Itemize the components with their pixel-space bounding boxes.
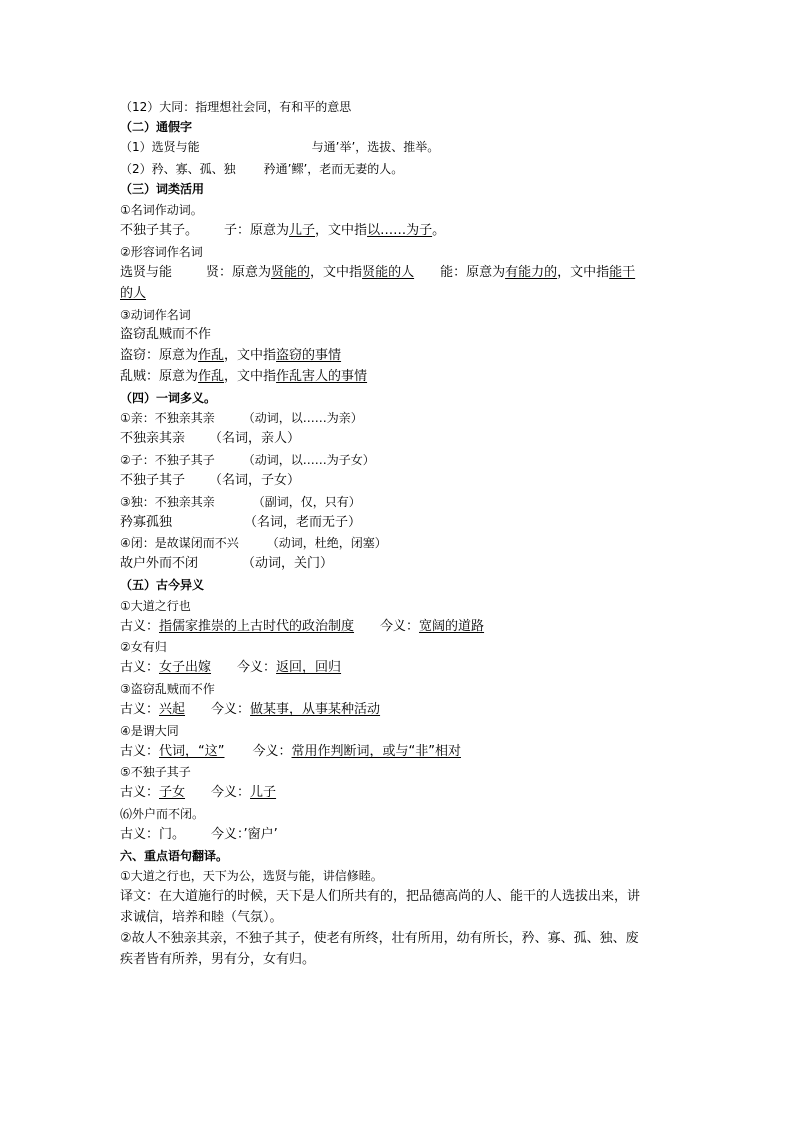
polysemy-du-1: ③独：不独亲其亲 （副词，仅，只有） [120, 495, 361, 509]
polysemy-zi-2: 不独子其子 （名词，子女） [120, 473, 301, 488]
gujin-item-3: ③盗窃乱贼而不作 [120, 682, 215, 696]
gujin-item-6-meaning: 古义：门。 今义：’窗户’ [120, 827, 278, 842]
section-heading-gujinyiyi: （五）古今异义 [120, 578, 205, 592]
gujin-item-5: ⑤不独子其子 [120, 765, 191, 779]
gujin-item-2: ②女有归 [120, 640, 167, 654]
gujin-item-2-meaning: 古义：女子出嫁 今义：返回，回归 [120, 660, 342, 675]
verb-as-noun-luanzei: 乱贼：原意为作乱，文中指作乱害人的事情 [120, 369, 368, 384]
polysemy-du-2: 矜寡孤独 （名词，老而无子） [120, 515, 362, 530]
definition-line: （12）大同：指理想社会同，有和平的意思 [120, 100, 352, 114]
polysemy-bi-1: ④闭：是故谋闭而不兴 （动词，杜绝，闭塞） [120, 536, 387, 550]
section-heading-translation: 六、重点语句翻译。 [120, 849, 229, 863]
polysemy-qin-1: ①亲：不独亲其亲 （动词，以……为亲） [120, 411, 363, 425]
gujin-item-6: ⑹外户而不闭。 [120, 807, 205, 821]
polysemy-qin-2: 不独亲其亲 （名词，亲人） [120, 431, 301, 446]
gujin-item-1: ①大道之行也 [120, 599, 191, 613]
translation-text-line-2: 求诚信，培养和睦（气氛）。 [120, 910, 283, 925]
section-heading-cileihuoyong: （三）词类活用 [120, 182, 205, 196]
gujin-item-4-meaning: 古义：代词，“这” 今义：常用作判断词，或与“非”相对 [120, 744, 461, 759]
gujin-item-5-meaning: 古义：子女 今义：儿子 [120, 785, 277, 800]
verb-as-noun-sentence: 盗窃乱贼而不作 [120, 327, 212, 342]
polysemy-bi-2: 故户外而不闭 （动词，关门） [120, 556, 334, 571]
section-heading-yiciduoyi: （四）一词多义。 [120, 391, 217, 405]
polysemy-zi-1: ②子：不独子其子 （动词，以……为子女） [120, 453, 375, 467]
verb-as-noun-daoqie: 盗窃：原意为作乱，文中指盗窃的事情 [120, 348, 342, 363]
translation-sentence-2-line-1: ②故人不独亲其亲，不独子其子，使老有所终，壮有所用，幼有所长，矜、寡、孤、独、废 [120, 931, 639, 946]
translation-text-line-1: 译文：在大道施行的时候，天下是人们所共有的，把品德高尚的人、能干的人选拔出来，讲 [120, 889, 641, 904]
tongjiazi-line-2: （2）矜、寡、孤、独 矜通’鳏’，老而无妻的人。 [120, 162, 404, 176]
subheading-adj-as-noun: ②形容词作名词 [120, 245, 203, 259]
gujin-item-3-meaning: 古义：兴起 今义：做某事，从事某种活动 [120, 702, 381, 717]
adj-as-noun-example: 选贤与能 贤：原意为贤能的，文中指贤能的人 能：原意为有能力的，文中指能干 [120, 265, 636, 280]
adj-as-noun-continuation: 的人 [120, 286, 147, 301]
subheading-noun-as-verb: ①名词作动词。 [120, 203, 203, 217]
translation-sentence-1: ①大道之行也，天下为公，选贤与能，讲信修睦。 [120, 869, 383, 883]
section-heading-tongjiazi: （二）通假字 [120, 120, 193, 134]
translation-sentence-2-line-2: 疾者皆有所养，男有分，女有归。 [120, 952, 316, 967]
gujin-item-1-meaning: 古义：指儒家推崇的上古时代的政治制度 今义：宽阔的道路 [120, 619, 485, 634]
noun-as-verb-example: 不独子其子。 子：原意为儿子，文中指以……为子。 [120, 223, 446, 238]
subheading-verb-as-noun: ③动词作名词 [120, 308, 191, 322]
tongjiazi-line-1: （1）选贤与能 与通’举’，选拔、推举。 [120, 140, 440, 154]
gujin-item-4: ④是谓大同 [120, 724, 179, 738]
